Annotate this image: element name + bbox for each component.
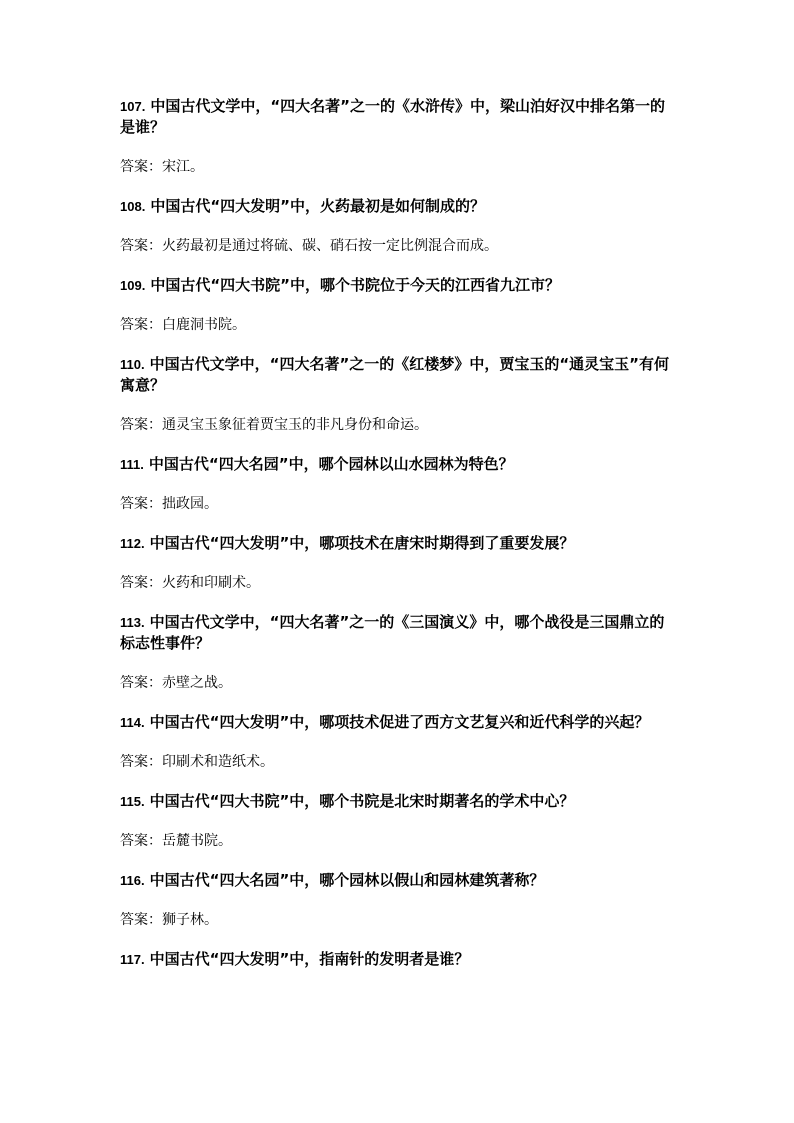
qa-item-112 xyxy=(120,533,676,594)
question-text: 中国古代“四大发明”中，哪项技术在唐宋时期得到了重要发展？ xyxy=(149,534,575,552)
answer: 答案：火药最初是通过将硫、碳、硝石按一定比例混合而成。 xyxy=(120,238,498,254)
question-number: 109. xyxy=(120,278,146,293)
answer: 答案：印刷术和造纸术。 xyxy=(120,754,274,770)
question-number: 115. xyxy=(120,794,145,809)
question-number: 110. xyxy=(120,357,145,372)
question-number: 117. xyxy=(120,952,145,967)
answer: 答案：通灵宝玉象征着贾宝玉的非凡身份和命运。 xyxy=(120,417,428,433)
question-text: 中国古代“四大书院”中，哪个书院是北宋时期著名的学术中心？ xyxy=(149,792,575,810)
qa-item-108 xyxy=(120,196,676,257)
qa-list xyxy=(120,96,676,989)
qa-item-113 xyxy=(120,612,676,694)
question-text: 中国古代“四大名园”中，哪个园林以假山和园林建筑著称？ xyxy=(149,871,545,889)
question xyxy=(120,354,676,396)
answer: 答案：拙政园。 xyxy=(120,496,218,512)
question-text: 中国古代“四大发明”中，火药最初是如何制成的？ xyxy=(150,197,486,215)
question xyxy=(120,612,676,654)
answer: 答案：白鹿洞书院。 xyxy=(120,317,246,333)
question-number: 111. xyxy=(120,457,144,472)
question xyxy=(120,275,676,296)
question xyxy=(120,96,676,138)
question-number: 107. xyxy=(120,99,146,114)
question-number: 112. xyxy=(120,536,145,551)
question xyxy=(120,949,676,970)
question-text: 中国古代文学中，“四大名著”之一的《红楼梦》中，贾宝玉的“通灵宝玉”有何寓意？ xyxy=(120,355,670,394)
question-text: 中国古代“四大名园”中，哪个园林以山水园林为特色？ xyxy=(148,455,514,473)
answer: 答案：狮子林。 xyxy=(120,912,218,928)
question-number: 113. xyxy=(120,615,145,630)
answer: 答案：火药和印刷术。 xyxy=(120,575,260,591)
qa-item-111 xyxy=(120,454,676,515)
question xyxy=(120,791,676,812)
question-text: 中国古代“四大书院”中，哪个书院位于今天的江西省九江市？ xyxy=(150,276,561,294)
question-text: 中国古代“四大发明”中，哪项技术促进了西方文艺复兴和近代科学的兴起？ xyxy=(149,713,650,731)
question-number: 114. xyxy=(120,715,145,730)
answer: 答案：岳麓书院。 xyxy=(120,833,232,849)
qa-item-116 xyxy=(120,870,676,931)
question xyxy=(120,533,676,554)
qa-item-110 xyxy=(120,354,676,436)
qa-item-107 xyxy=(120,96,676,178)
answer: 答案：宋江。 xyxy=(120,159,204,175)
qa-item-114 xyxy=(120,712,676,773)
question-text: 中国古代文学中，“四大名著”之一的《三国演义》中，哪个战役是三国鼎立的标志性事件？ xyxy=(120,613,665,652)
qa-item-115 xyxy=(120,791,676,852)
question-text: 中国古代文学中，“四大名著”之一的《水浒传》中，梁山泊好汉中排名第一的是谁？ xyxy=(120,97,666,136)
question xyxy=(120,454,676,475)
question xyxy=(120,712,676,733)
question-text: 中国古代“四大发明”中，指南针的发明者是谁？ xyxy=(149,950,470,968)
qa-item-109 xyxy=(120,275,676,336)
question-number: 108. xyxy=(120,199,146,214)
qa-item-117 xyxy=(120,949,676,970)
question-number: 116. xyxy=(120,873,145,888)
question xyxy=(120,196,676,217)
answer: 答案：赤壁之战。 xyxy=(120,675,232,691)
question xyxy=(120,870,676,891)
